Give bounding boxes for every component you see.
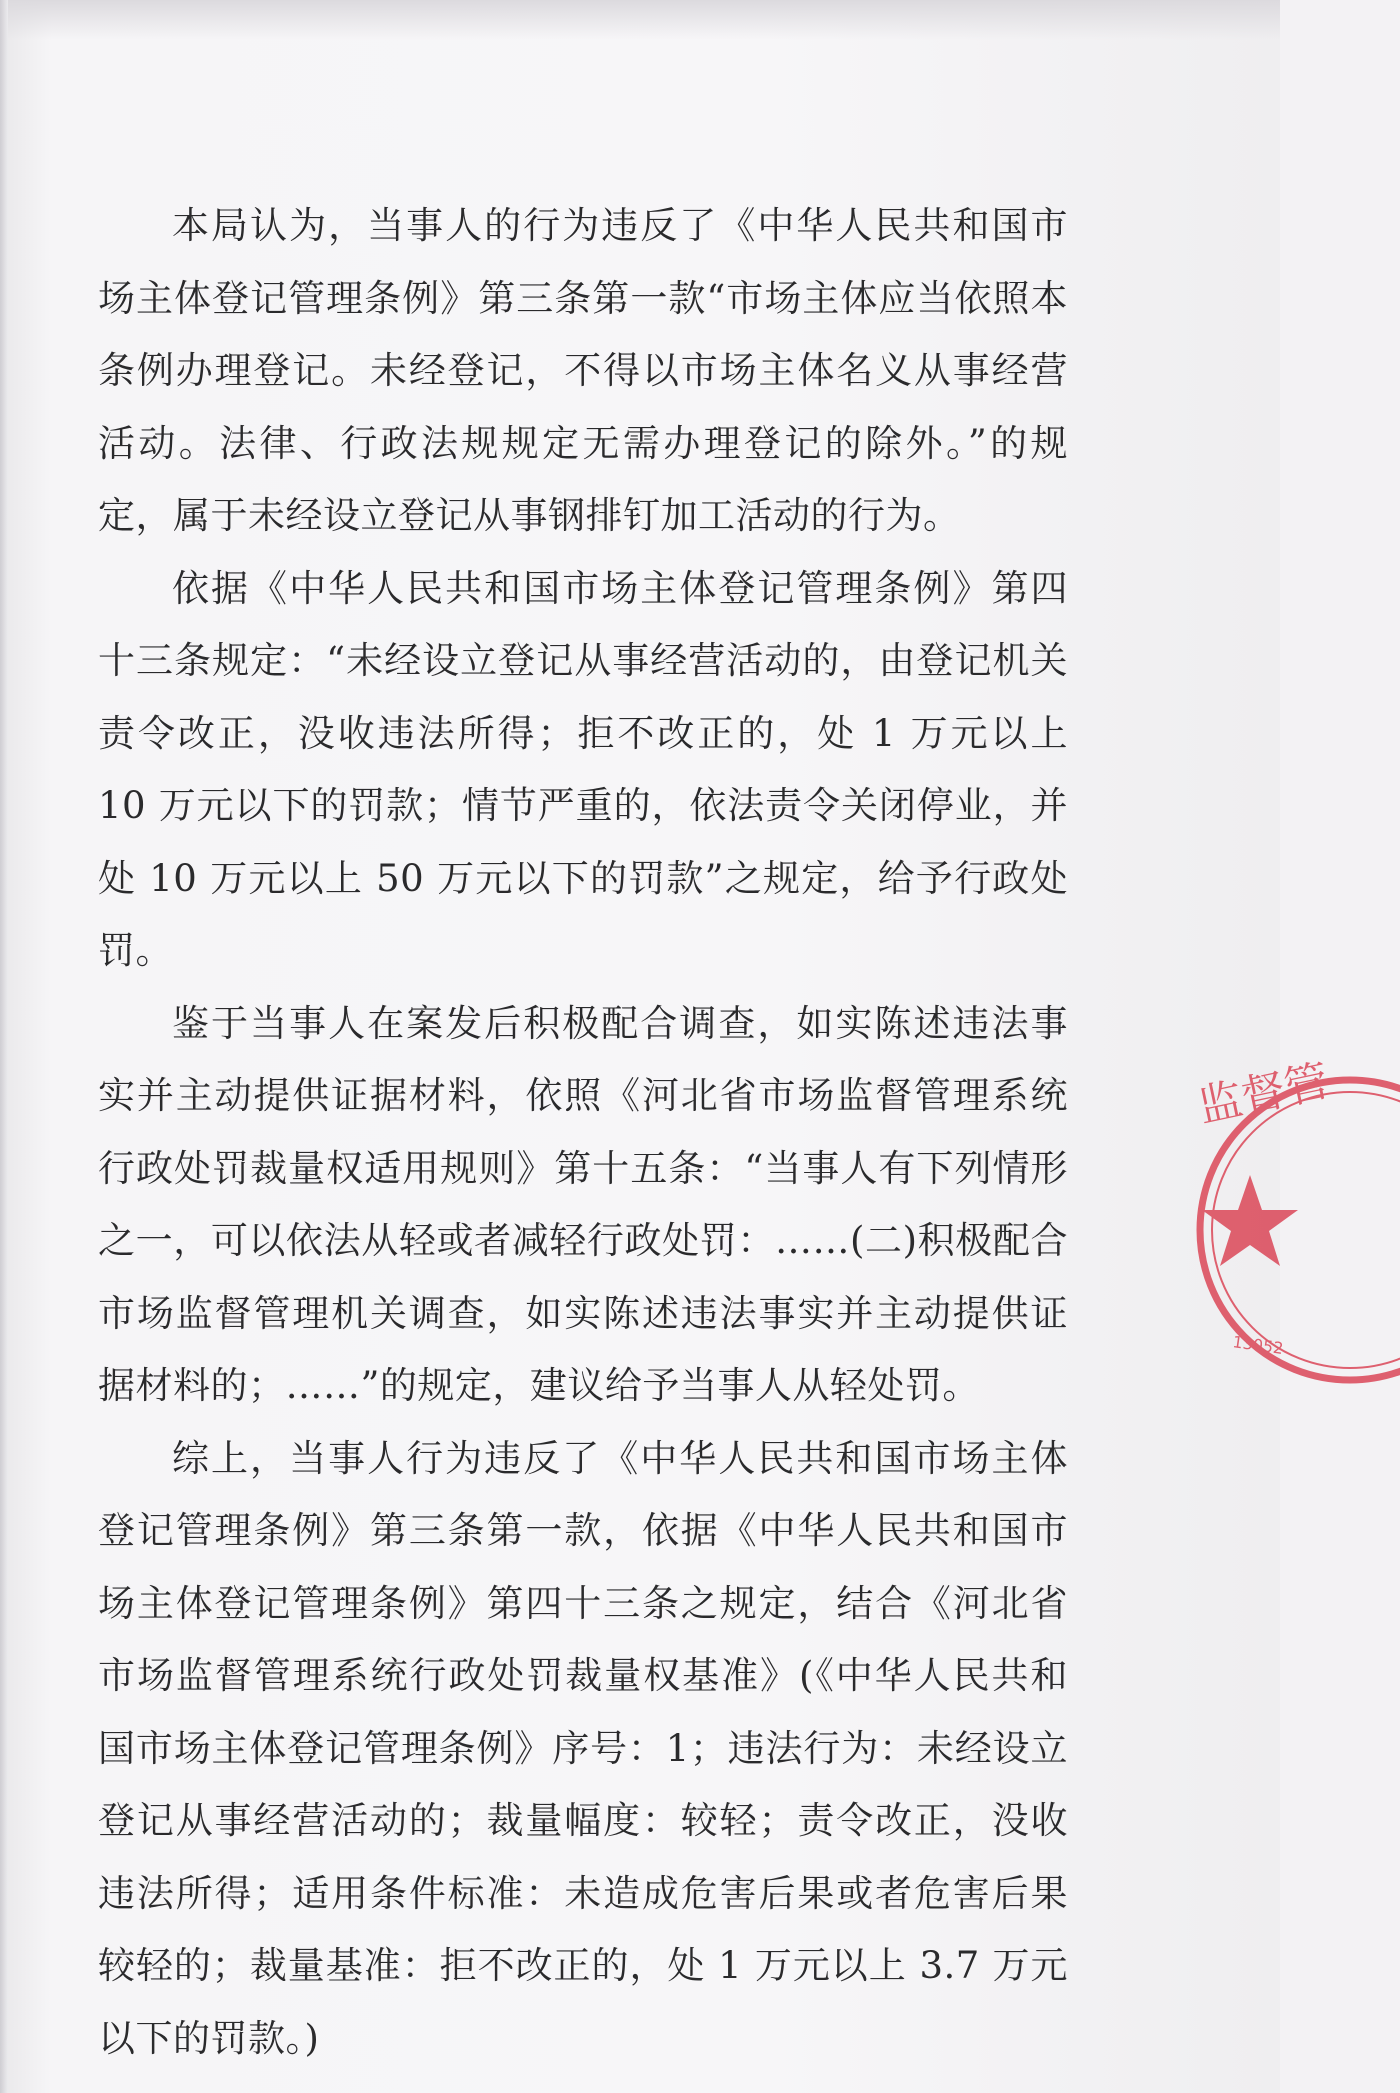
paragraph-legal-basis: 依据《中华人民共和国市场主体登记管理条例》第四十三条规定：“未经设立登记从事经营活动的，由登记机关责令改正，没收违法所得；拒不改正的，处 1 万元以上 10 万元以下的罚款；情节严重的，依法责令关闭停业，并处 10 万元以上 50 万元以下的罚款”之规定，给予行政处罚。 bbox=[98, 566, 1068, 972]
page-shadow bbox=[0, 0, 1280, 40]
paragraph-conclusion: 综上，当事人行为违反了《中华人民共和国市场主体登记管理条例》第三条第一款，依据《中华人民共和国市场主体登记管理条例》第四十三条之规定，结合《河北省市场监督管理系统行政处罚裁量权基准》(《中华人民共和国市场主体登记管理条例》序号：1；违法行为：未经设立登记从事经营活动的；裁量幅度：较轻；责令改正，没收违法所得；适用条件标准：未造成危害后果或者危害后果较轻的；裁量基准：拒不改正的，处 1 万元以上 3.7 万元以下的罚款。) bbox=[98, 1436, 1068, 2060]
seal-arc-text: 监督管 bbox=[1193, 1055, 1334, 1133]
page-binding-edge bbox=[0, 0, 8, 2093]
paragraph-violation-finding: 本局认为，当事人的行为违反了《中华人民共和国市场主体登记管理条例》第三条第一款“市场主体应当依照本条例办理登记。未经登记，不得以市场主体名义从事经营活动。法律、行政法规规定无需办理登记的除外。”的规定，属于未经设立登记从事钢排钉加工活动的行为。 bbox=[98, 204, 1068, 537]
seal-number-text: 13052 bbox=[1231, 1332, 1285, 1359]
document-body bbox=[98, 190, 1068, 2075]
official-seal-stamp bbox=[1180, 1055, 1400, 1380]
paragraph-mitigation: 鉴于当事人在案发后积极配合调查，如实陈述违法事实并主动提供证据材料，依照《河北省市场监督管理系统行政处罚裁量权适用规则》第十五条：“当事人有下列情形之一，可以依法从轻或者减轻行政处罚：……(二)积极配合市场监督管理机关调查，如实陈述违法事实并主动提供证据材料的；……”的规定，建议给予当事人从轻处罚。 bbox=[98, 1001, 1068, 1407]
seal-star-icon bbox=[1202, 1175, 1298, 1266]
